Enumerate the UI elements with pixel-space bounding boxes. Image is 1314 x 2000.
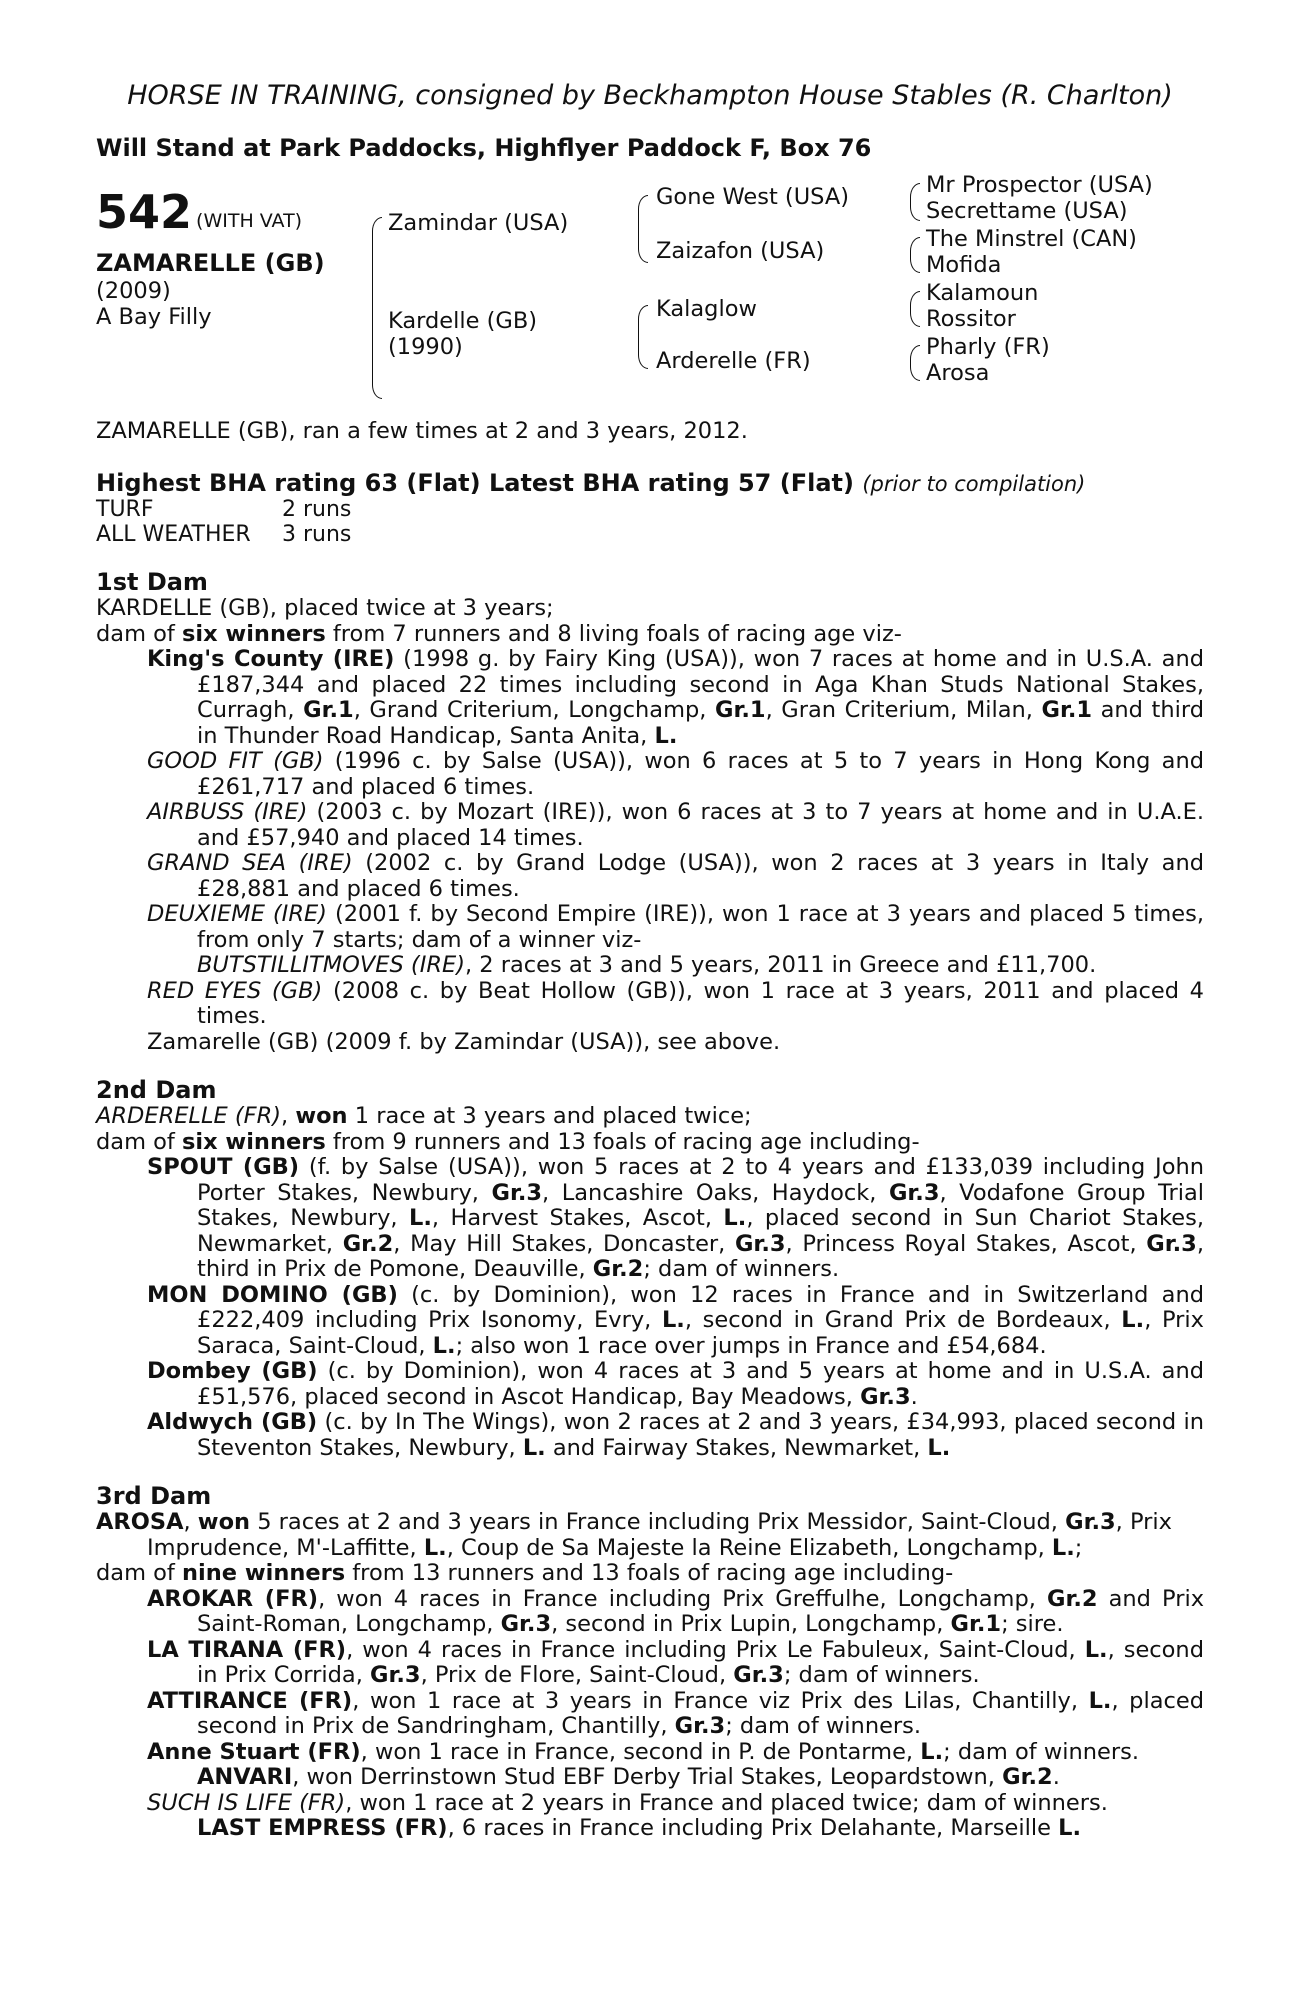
- third-dam-intro: AROSA, won 5 races at 2 and 3 years in France including Prix Messidor, Saint-Cloud, Gr.3, Prix Imprudence, M'-Laffitte, L., Coup de Sa Majeste la Reine Elizabeth, Longchamp, L.;: [96, 1509, 1172, 1561]
- progeny-entry: RED EYES (GB) (2008 c. by Beat Hollow (GB)), won 1 race at 3 years, 2011 and placed 4 times.: [147, 977, 1204, 1029]
- sire-dam-dam: Mofida: [926, 252, 1002, 278]
- progeny-entry: Dombey (GB) (c. by Dominion), won 4 races at 3 and 5 years at home and in U.S.A. and £51,576, placed second in Ascot Handicap, Bay Meadows, Gr.3.: [147, 1358, 1204, 1410]
- page-title: HORSE IN TRAINING, consigned by Beckhampton House Stables (R. Charlton): [127, 80, 1173, 111]
- rating-line: [96, 468, 1204, 498]
- runs-surface: TURF: [96, 497, 154, 522]
- catalogue-page: [96, 80, 1204, 1842]
- progeny-sub-entry: SUCH IS LIFE (FR), won 1 race at 2 years in France and placed twice; dam of winners.: [147, 1789, 1108, 1816]
- progeny-entry: AIRBUSS (IRE) (2003 c. by Mozart (IRE)), won 6 races at 3 to 7 years at home and in U.A.E. and £57,940 and placed 14 times.: [147, 799, 1204, 851]
- first-dam-summary: dam of six winners from 7 runners and 8 living foals of racing age viz-: [96, 620, 902, 647]
- third-dam-summary: dam of nine winners from 13 runners and 13 foals of racing age including-: [96, 1560, 954, 1586]
- runs-row: [96, 522, 351, 547]
- progeny-sub-entry: BUTSTILLITMOVES (IRE), 2 races at 3 and 5 years, 2011 in Greece and £11,700.: [197, 952, 1097, 978]
- dam-sire-sire: Kalamoun: [926, 280, 1039, 306]
- third-dam-heading: 3rd Dam: [96, 1482, 212, 1510]
- runs-surface: ALL WEATHER: [96, 522, 251, 547]
- sire-dam: Zaizafon (USA): [656, 238, 825, 264]
- second-dam-summary: dam of six winners from 9 runners and 13 foals of racing age including-: [96, 1128, 920, 1155]
- progeny-entry: Zamarelle (GB) (2009 f. by Zamindar (USA)), see above.: [147, 1028, 781, 1055]
- progeny-entry: GRAND SEA (IRE) (2002 c. by Grand Lodge (USA)), won 2 races at 3 years in Italy and £28,881 and placed 6 times.: [147, 850, 1204, 902]
- stand-location: Will Stand at Park Paddocks, Highflyer Paddock F, Box 76: [96, 134, 872, 162]
- horse-year: (2009): [96, 278, 171, 304]
- second-dam-heading: 2nd Dam: [96, 1076, 217, 1104]
- dam-dam-sire: Pharly (FR): [926, 334, 1050, 360]
- dam-sire-dam: Rossitor: [926, 306, 1016, 332]
- first-dam-heading: 1st Dam: [96, 568, 208, 596]
- progeny-entry: AROKAR (FR), won 4 races in France including Prix Greffulhe, Longchamp, Gr.2 and Prix Saint-Roman, Longchamp, Gr.3, second in Prix Lupin, Longchamp, Gr.1; sire.: [147, 1585, 1205, 1637]
- gen3-brace-3: [910, 291, 920, 327]
- lot-number-line: [96, 187, 302, 237]
- sire-sire: Gone West (USA): [656, 184, 850, 210]
- progeny-entry: GOOD FIT (GB) (1996 c. by Salse (USA)), won 6 races at 5 to 7 years in Hong Kong and £261,717 and placed 6 times.: [147, 748, 1205, 800]
- sire-dam-sire: The Minstrel (CAN): [926, 226, 1137, 252]
- lot-number: 542: [96, 185, 193, 239]
- progeny-entry: SPOUT (GB) (f. by Salse (USA)), won 5 races at 2 to 4 years and £133,039 including John Porter Stakes, Newbury, Gr.3, Lancashire Oaks, Haydock, Gr.3, Vodafone Group Trial Stakes, Newbury, L., Harvest Stakes, Ascot, L., placed second in Sun Chariot Stakes, Newmarket, Gr.2, May Hill Stakes, Doncaster, Gr.3, Princess Royal Stakes, Ascot, Gr.3, third in Prix de Pomone, Deauville, Gr.2; dam of winners.: [147, 1154, 1205, 1282]
- progeny-sub-entry: LAST EMPRESS (FR), 6 races in France including Prix Delahante, Marseille L.: [197, 1815, 1082, 1841]
- sire-dam-brace: [372, 217, 382, 399]
- gen3-brace-4: [910, 345, 920, 381]
- runs-count: 3 runs: [282, 522, 352, 547]
- dam-year: (1990): [388, 334, 463, 360]
- progeny-entry: King's County (IRE) (1998 g. by Fairy King (USA)), won 7 races at home and in U.S.A. and £187,344 and placed 22 times including second in Aga Khan Studs National Stakes, Curragh, Gr.1, Grand Criterium, Longchamp, Gr.1, Gran Criterium, Milan, Gr.1 and third in Thunder Road Handicap, Santa Anita, L.: [147, 646, 1204, 749]
- gen3-brace-2: [910, 237, 920, 273]
- dam: Kardelle (GB): [388, 308, 538, 334]
- progeny-entry: LA TIRANA (FR), won 4 races in France including Prix Le Fabuleux, Saint-Cloud, L., second in Prix Corrida, Gr.3, Prix de Flore, Saint-Cloud, Gr.3; dam of winners.: [147, 1636, 1204, 1688]
- runs-table: [96, 497, 351, 547]
- rating-note: (prior to compilation): [862, 471, 1086, 496]
- progeny-entry: Anne Stuart (FR), won 1 race in France, second in P. de Pontarme, L.; dam of winners.: [147, 1738, 1139, 1765]
- gen3-brace-1: [910, 183, 920, 221]
- progeny-entry: Aldwych (GB) (c. by In The Wings), won 2 races at 2 and 3 years, £34,993, placed second in Steventon Stakes, Newbury, L. and Fairway Stakes, Newmarket, L.: [147, 1409, 1204, 1461]
- sire-sire-sire: Mr Prospector (USA): [926, 172, 1153, 198]
- summary: ZAMARELLE (GB), ran a few times at 2 and 3 years, 2012.: [96, 418, 748, 444]
- sire-line-brace: [638, 195, 648, 263]
- sire-sire-dam: Secrettame (USA): [926, 198, 1128, 224]
- pedigree-block: [96, 172, 1204, 409]
- dam-line-brace: [638, 305, 648, 369]
- rating-text: Highest BHA rating 63 (Flat) Latest BHA rating 57 (Flat): [96, 468, 854, 497]
- dam-dam-dam: Arosa: [926, 360, 990, 386]
- runs-count: 2 runs: [282, 497, 352, 522]
- dam-sire: Kalaglow: [656, 296, 757, 322]
- horse-name: ZAMARELLE (GB): [96, 249, 325, 277]
- dam-dam: Arderelle (FR): [656, 348, 811, 374]
- vat-label: (WITH VAT): [196, 209, 303, 232]
- runs-row: [96, 497, 351, 522]
- second-dam-intro: ARDERELLE (FR), won 1 race at 3 years and placed twice;: [96, 1103, 752, 1129]
- horse-description: A Bay Filly: [96, 304, 212, 330]
- progeny-sub-entry: ANVARI, won Derrinstown Stud EBF Derby Trial Stakes, Leopardstown, Gr.2.: [197, 1764, 1060, 1790]
- sire: Zamindar (USA): [388, 210, 569, 236]
- progeny-entry: DEUXIEME (IRE) (2001 f. by Second Empire (IRE)), won 1 race at 3 years and placed 5 times, from only 7 starts; dam of a winner viz-: [147, 901, 1204, 953]
- first-dam-intro: KARDELLE (GB), placed twice at 3 years;: [96, 595, 554, 621]
- progeny-entry: ATTIRANCE (FR), won 1 race at 3 years in France viz Prix des Lilas, Chantilly, L., placed second in Prix de Sandringham, Chantilly, Gr.3; dam of winners.: [147, 1687, 1204, 1739]
- progeny-entry: MON DOMINO (GB) (c. by Dominion), won 12 races in France and in Switzerland and £222,409 including Prix Isonomy, Evry, L., second in Grand Prix de Bordeaux, L., Prix Saraca, Saint-Cloud, L.; also won 1 race over jumps in France and £54,684.: [147, 1281, 1204, 1359]
